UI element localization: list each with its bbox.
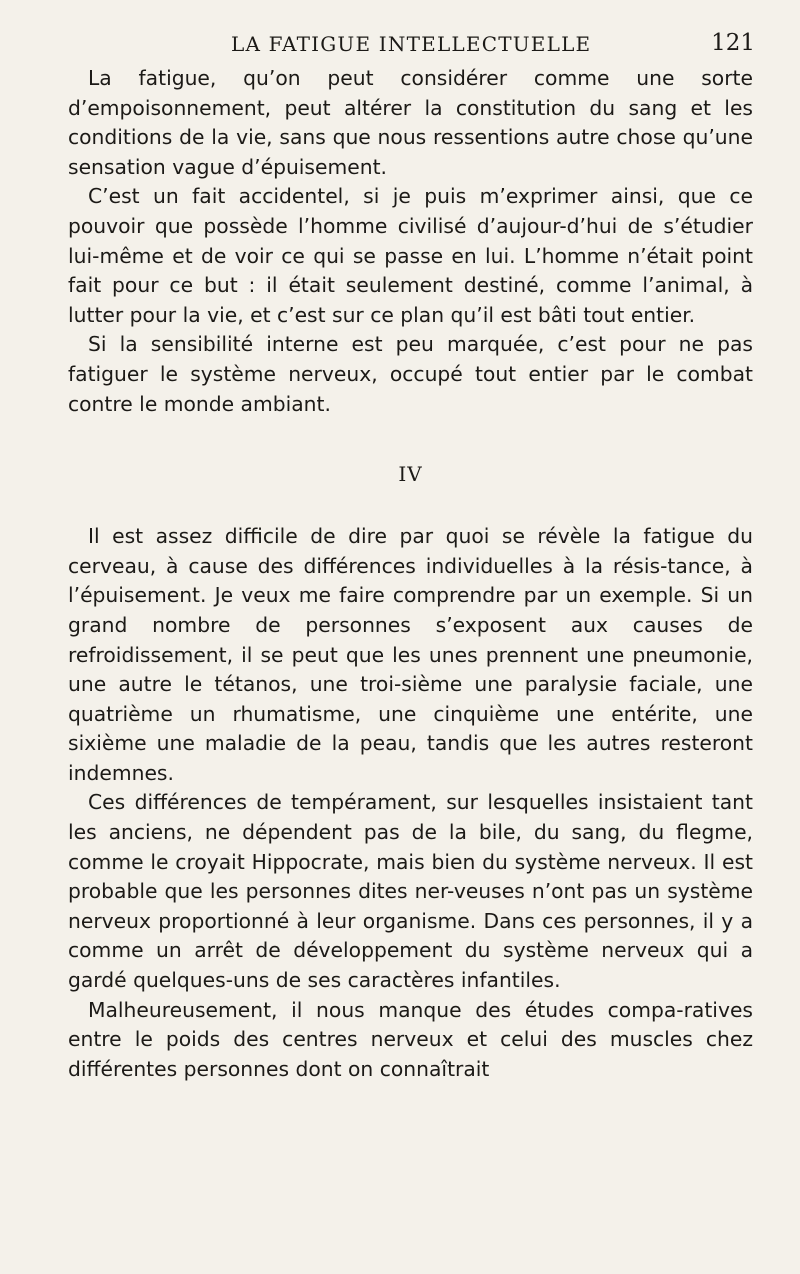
page-number: 121 bbox=[711, 30, 755, 56]
paragraph: C’est un fait accidentel, si je puis m’exprimer ainsi, que ce pouvoir que possède l’homme civilisé d’aujour-d’hui de s’étudier lui-même et de voir ce qui se passe en lui. L’homme n’était point fait pour ce but : il était seulement destiné, comme l’animal, à lutter pour la vie, et c’est sur ce plan qu’il est bâti tout entier. bbox=[68, 184, 753, 327]
running-head bbox=[68, 30, 753, 64]
body-text-after bbox=[68, 522, 753, 1084]
paragraph: Malheureusement, il nous manque des études compa-ratives entre le poids des centres nerveux et celui des muscles chez différentes personnes dont on connaîtrait bbox=[68, 997, 753, 1081]
paragraph: Ces différences de tempérament, sur lesquelles insistaient tant les anciens, ne dépendent pas de la bile, du sang, du flegme, comme le croyait Hippocrate, mais bien du système nerveux. Il est probable que les personnes dites ner-veuses n’ont pas un système nerveux proportionné à leur organisme. Dans ces personnes, il y a comme un arrêt de développement du système nerveux qui a gardé quelques-uns de ses caractères infantiles. bbox=[68, 790, 753, 993]
paragraph: Si la sensibilité interne est peu marquée, c’est pour ne pas fatiguer le système nerveux, occupé tout entier par le combat contre le monde ambiant. bbox=[68, 332, 753, 416]
paragraph: La fatigue, qu’on peut considérer comme une sorte d’empoisonnement, peut altérer la constitution du sang et les conditions de la vie, sans que nous ressentions autre chose qu’une sensation vague d’épuisement. bbox=[68, 66, 753, 179]
body-text-before bbox=[68, 64, 753, 419]
running-title: LA FATIGUE INTELLECTUELLE bbox=[231, 32, 592, 56]
section-heading: IV bbox=[398, 462, 423, 487]
paragraph: Il est assez difficile de dire par quoi se révèle la fatigue du cerveau, à cause des différences individuelles à la résis-tance, à l’épuisement. Je veux me faire comprendre par un exemple. Si un grand nombre de personnes s’exposent aux causes de refroidissement, il se peut que les unes prennent une pneumonie, une autre le tétanos, une troi-sième une paralysie faciale, une quatrième un rhumatisme, une cinquième une entérite, une sixième une maladie de la peau, tandis que les autres resteront indemnes. bbox=[68, 524, 753, 785]
book-page bbox=[68, 30, 753, 1084]
